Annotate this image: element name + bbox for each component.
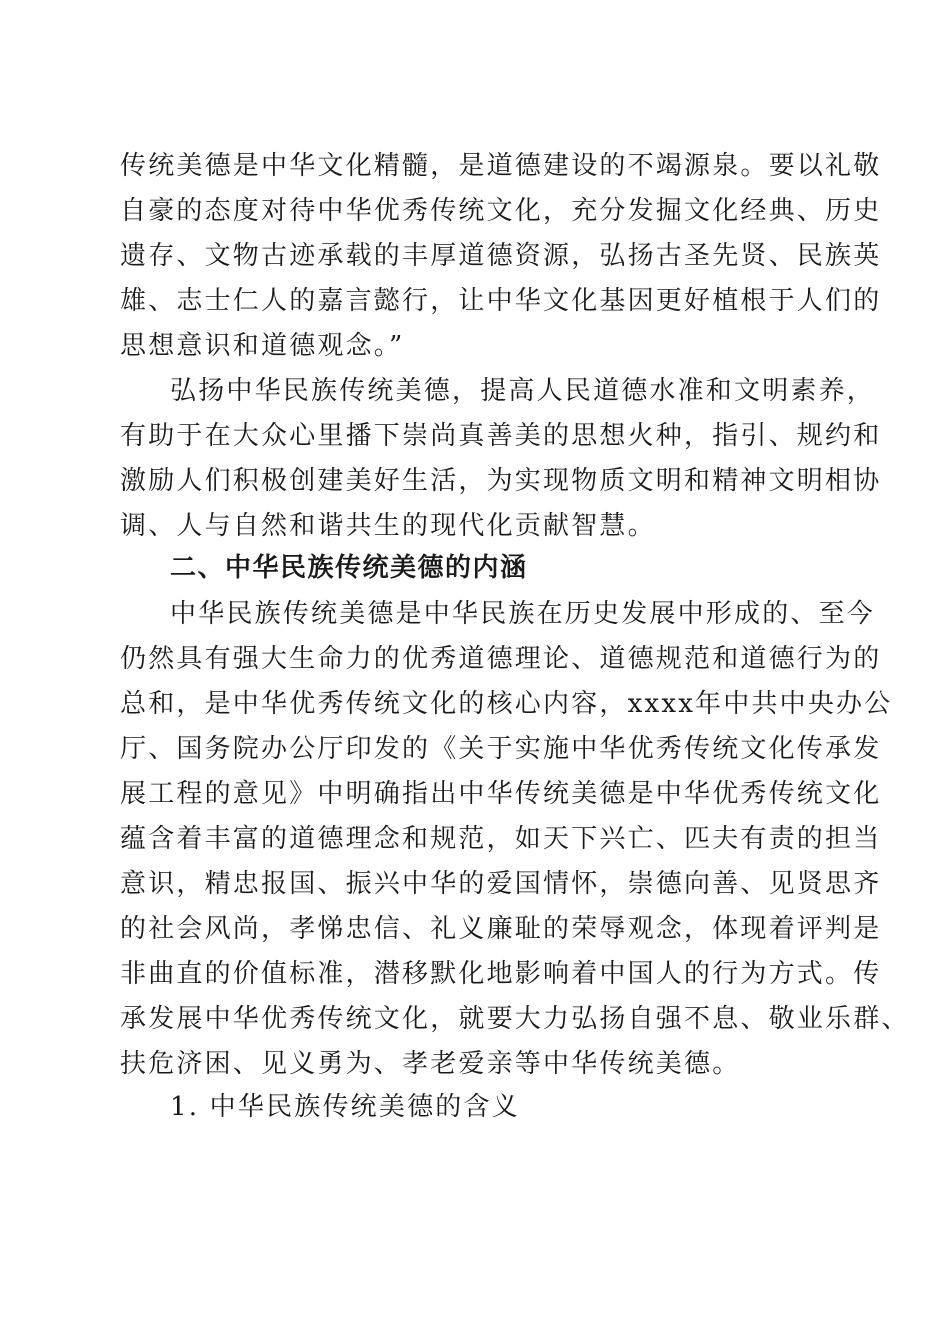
text-line: 意识，精忠报国、振兴中华的爱国情怀，崇德向善、见贤思齐 [120, 869, 882, 899]
subsection-heading-text: 1. 中华民族传统美德的含义 [170, 1092, 520, 1122]
text-line: 厅、国务院办公厅印发的《关于实施中华优秀传统文化传承发 [120, 734, 882, 764]
text-line: 调、人与自然和谐共生的现代化贡献智慧。 [120, 511, 656, 541]
text-line: 蕴含着丰富的道德理念和规范，如天下兴亡、匹夫有责的担当 [120, 824, 882, 854]
text-line: 总和，是中华优秀传统文化的核心内容，xxxx年中共中央办公 [120, 689, 893, 719]
section-heading [120, 546, 835, 591]
text-line: 非曲直的价值标准，潜移默化地影响着中国人的行为方式。传 [120, 959, 882, 989]
text-line: 遗存、文物古迹承载的丰厚道德资源，弘扬古圣先贤、民族英 [120, 241, 882, 271]
subsection-heading [120, 1085, 835, 1130]
text-line: 弘扬中华民族传统美德，提高人民道德水准和文明素养， [170, 376, 876, 406]
text-line: 思想意识和道德观念。” [120, 331, 405, 361]
text-line: 激励人们积极创建美好生活，为实现物质文明和精神文明相协 [120, 466, 882, 496]
section-heading-text: 二、中华民族传统美德的内涵 [170, 553, 528, 583]
paragraph-virtue-connotation [120, 592, 910, 1087]
paragraph-traditional-virtue-quote [120, 144, 882, 369]
text-line: 仍然具有强大生命力的优秀道德理论、道德规范和道德行为的 [120, 644, 882, 674]
text-line: 的社会风尚，孝悌忠信、礼义廉耻的荣辱观念，体现着评判是 [120, 914, 882, 944]
text-line: 有助于在大众心里播下崇尚真善美的思想火种，指引、规约和 [120, 421, 882, 451]
text-line: 中华民族传统美德是中华民族在历史发展中形成的、至今 [170, 599, 876, 629]
text-line: 自豪的态度对待中华优秀传统文化，充分发掘文化经典、历史 [120, 196, 882, 226]
text-line: 传统美德是中华文化精髓，是道德建设的不竭源泉。要以礼敬 [120, 151, 882, 181]
text-line: 雄、志士仁人的嘉言懿行，让中华文化基因更好植根于人们的 [120, 286, 882, 316]
text-line: 展工程的意见》中明确指出中华传统美德是中华优秀传统文化 [120, 779, 882, 809]
text-line: 承发展中华优秀传统文化，就要大力弘扬自强不息、敬业乐群、 [120, 1004, 910, 1034]
text-line: 扶危济困、见义勇为、孝老爱亲等中华传统美德。 [120, 1049, 741, 1079]
paragraph-promote-virtue [120, 369, 882, 549]
